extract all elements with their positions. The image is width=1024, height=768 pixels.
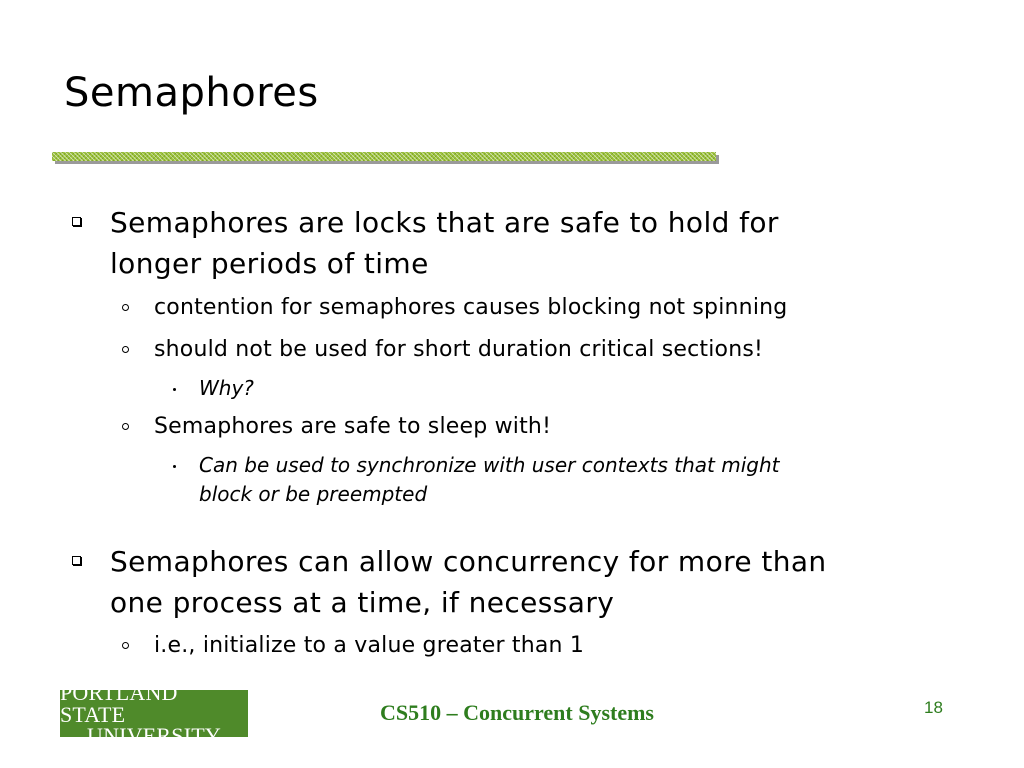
square-bullet-icon: [72, 217, 81, 226]
sub-sub-bullet-text: Why?: [199, 376, 254, 400]
logo-text-line: PORTLAND STATE: [60, 679, 178, 727]
circle-bullet-icon: [122, 642, 129, 649]
sub-bullet-text: Semaphores are safe to sleep with!: [154, 414, 552, 439]
circle-bullet-icon: [122, 423, 129, 430]
sub-bullet-item: [154, 412, 914, 442]
university-logo: [60, 679, 248, 748]
bullet-item: [110, 202, 910, 284]
title-underline-bar: [52, 152, 716, 161]
sub-bullet-text: contention for semaphores causes blocking not spinning: [154, 295, 788, 320]
logo-text-line: UNIVERSITY: [87, 722, 221, 748]
circle-bullet-icon: [122, 346, 129, 353]
page-number: 18: [924, 698, 943, 717]
sub-sub-bullet-item: [199, 451, 919, 509]
bullet-text-line: Semaphores can allow concurrency for more than: [110, 545, 827, 578]
sub-sub-bullet-text: Can be used to synchronize with user contexts that might: [199, 453, 780, 477]
sub-bullet-text: i.e., initialize to a value greater than 1: [154, 633, 585, 658]
sub-bullet-item: [154, 335, 914, 365]
sub-bullet-item: [154, 631, 914, 661]
bullet-text-line: Semaphores are locks that are safe to hold for: [110, 206, 779, 239]
dot-bullet-icon: [173, 465, 176, 468]
circle-bullet-icon: [122, 304, 129, 311]
dot-bullet-icon: [173, 388, 176, 391]
bullet-text-line: longer periods of time: [110, 247, 429, 280]
bullet-text-line: one process at a time, if necessary: [110, 586, 615, 619]
slide-title: Semaphores: [64, 70, 319, 116]
square-bullet-icon: [72, 556, 81, 565]
sub-sub-bullet-item: [199, 374, 919, 403]
bullet-item: [110, 541, 910, 623]
sub-bullet-item: [154, 293, 914, 323]
sub-sub-bullet-text: block or be preempted: [199, 482, 428, 506]
sub-bullet-text: should not be used for short duration critical sections!: [154, 337, 764, 362]
course-title: CS510 – Concurrent Systems: [380, 700, 654, 725]
